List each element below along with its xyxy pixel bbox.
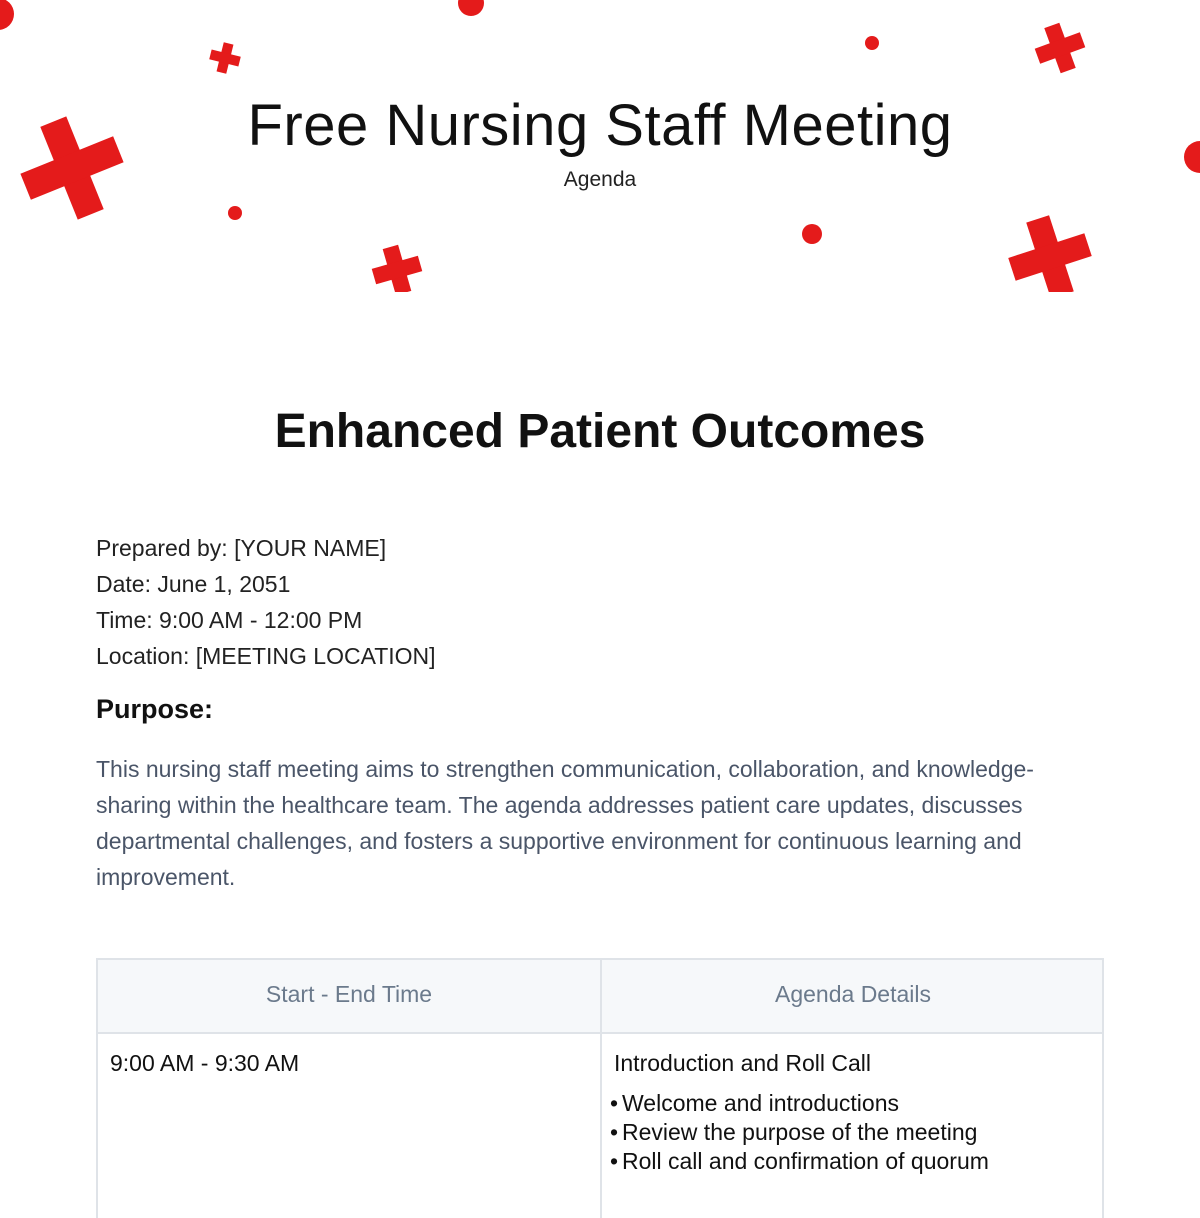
cross-icon: [1000, 207, 1101, 292]
cross-icon: [1029, 17, 1091, 79]
document-title: Enhanced Patient Outcomes: [274, 405, 926, 458]
page-title: Free Nursing Staff Meeting: [247, 93, 953, 158]
purpose-heading: Purpose:: [96, 694, 214, 724]
agenda-item-title: Introduction and Roll Call: [614, 1050, 871, 1076]
page-subtitle: Agenda: [563, 168, 637, 191]
meeting-location: Location: [MEETING LOCATION]: [96, 643, 436, 669]
column-header-details: Agenda Details: [775, 981, 931, 1007]
meeting-details: [96, 530, 436, 674]
dot-decoration: [802, 224, 822, 244]
header-banner: [0, 0, 1200, 292]
cross-icon: [207, 40, 243, 76]
dot-decoration: [0, 0, 14, 30]
column-divider: [600, 960, 602, 1218]
column-header-time: Start - End Time: [265, 981, 433, 1007]
dot-decoration: [458, 0, 484, 16]
list-item: • Welcome and introductions: [614, 1089, 989, 1118]
meeting-time: Time: 9:00 AM - 12:00 PM: [96, 607, 363, 633]
cross-icon: [367, 240, 426, 292]
meeting-date: Date: June 1, 2051: [96, 571, 291, 597]
table-cell-time: 9:00 AM - 9:30 AM: [110, 1050, 300, 1076]
agenda-item-bullets: [614, 1089, 989, 1176]
list-item: • Review the purpose of the meeting: [614, 1118, 989, 1147]
prepared-by: Prepared by: [YOUR NAME]: [96, 535, 387, 561]
table-cell-details: [614, 1050, 989, 1176]
dot-decoration: [228, 206, 242, 220]
agenda-table: [96, 958, 1104, 1218]
dot-decoration: [865, 36, 879, 50]
purpose-text: This nursing staff meeting aims to strengthen communication, collaboration, and knowledge-sharing within the healthcare team. The agenda addresses patient care updates, discusses departmental challenges, and fosters a supportive environment for continuous learning and improvement.: [96, 756, 1034, 890]
list-item: • Roll call and confirmation of quorum: [614, 1147, 989, 1176]
